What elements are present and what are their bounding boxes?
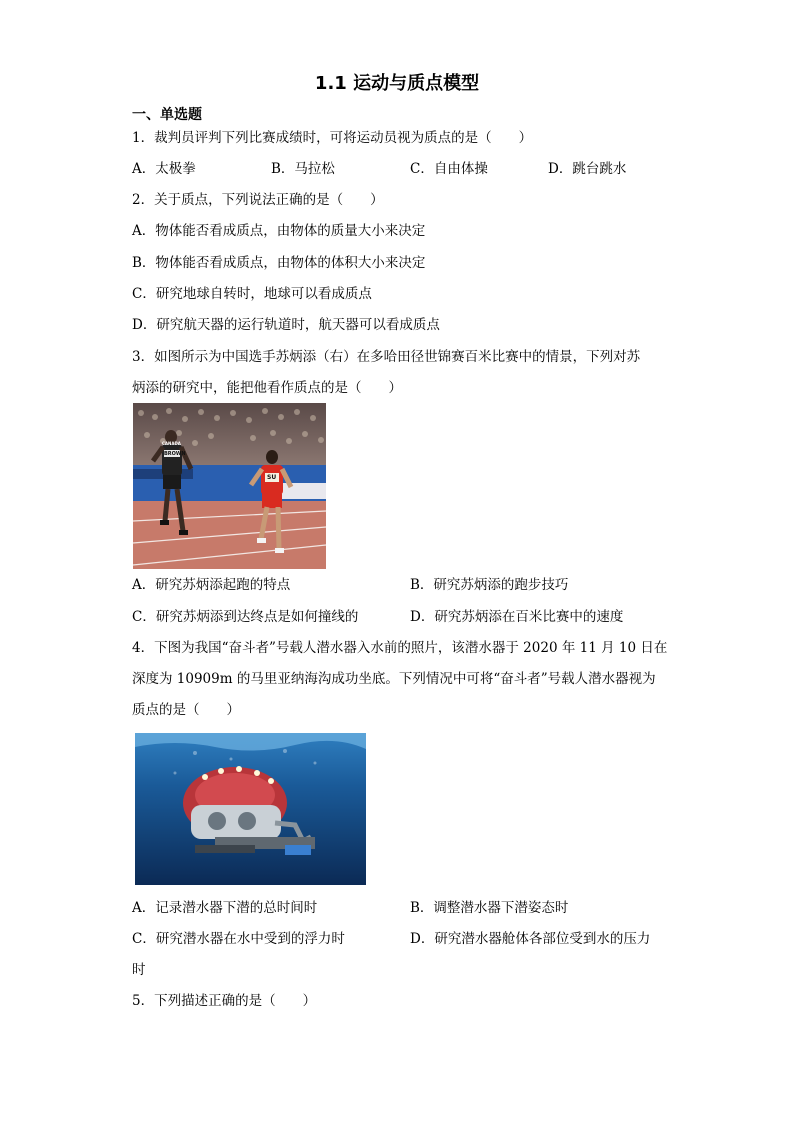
question-5-stem: 5．下列描述正确的是（ ） bbox=[132, 993, 317, 1009]
question-1-stem: 1．裁判员评判下列比赛成绩时，可将运动员视为质点的是（ ） bbox=[132, 130, 533, 146]
q4-option-a: A．记录潜水器下潜的总时间时 bbox=[132, 900, 318, 916]
bib-canada: CANADA bbox=[162, 441, 181, 446]
q1-option-d: D．跳台跳水 bbox=[548, 161, 627, 177]
question-2-stem: 2．关于质点，下列说法正确的是（ ） bbox=[132, 192, 384, 208]
question-4-stem-line2: 深度为 10909m 的马里亚纳海沟成功坐底。下列情况中可将“奋斗者”号载人潜水器视为 bbox=[132, 671, 656, 687]
q4-option-d-wrap: 时 bbox=[132, 962, 146, 978]
section-heading: 一、单选题 bbox=[132, 107, 202, 123]
q3-option-b: B．研究苏炳添的跑步技巧 bbox=[410, 577, 569, 593]
q3-option-d: D．研究苏炳添在百米比赛中的速度 bbox=[410, 609, 624, 625]
question-4-stem-line1: 4．下图为我国“奋斗者”号载人潜水器入水前的照片，该潜水器于 2020 年 11 月 10 日在 bbox=[132, 640, 668, 656]
q3-option-a: A．研究苏炳添起跑的特点 bbox=[132, 577, 291, 593]
q4-option-c: C．研究潜水器在水中受到的浮力时 bbox=[132, 931, 345, 947]
q1-option-a: A．太极拳 bbox=[132, 161, 196, 177]
q2-option-d: D．研究航天器的运行轨道时，航天器可以看成质点 bbox=[132, 317, 440, 333]
bib-brown: BROWN bbox=[164, 451, 186, 457]
q1-option-c: C．自由体操 bbox=[410, 161, 488, 177]
q1-option-b: B．马拉松 bbox=[271, 161, 335, 177]
q3-option-c: C．研究苏炳添到达终点是如何撞线的 bbox=[132, 609, 359, 625]
bib-su: SU bbox=[267, 474, 277, 481]
page-title: 1.1 运动与质点模型 bbox=[314, 73, 480, 94]
q2-option-b: B．物体能否看成质点，由物体的体积大小来决定 bbox=[132, 255, 426, 271]
q2-option-c: C．研究地球自转时，地球可以看成质点 bbox=[132, 286, 372, 302]
q4-option-b: B．调整潜水器下潜姿态时 bbox=[410, 900, 569, 916]
question-3-stem-line1: 3．如图所示为中国选手苏炳添（右）在多哈田径世锦赛百米比赛中的情景，下列对苏 bbox=[132, 349, 641, 365]
sprinters-photo bbox=[133, 403, 326, 569]
question-3-stem-line2: 炳添的研究中，能把他看作质点的是（ ） bbox=[132, 380, 402, 396]
submersible-photo bbox=[135, 733, 366, 885]
q4-option-d: D．研究潜水器舱体各部位受到水的压力 bbox=[410, 931, 651, 947]
q2-option-a: A．物体能否看成质点，由物体的质量大小来决定 bbox=[132, 223, 426, 239]
question-4-stem-line3: 质点的是（ ） bbox=[132, 702, 240, 718]
